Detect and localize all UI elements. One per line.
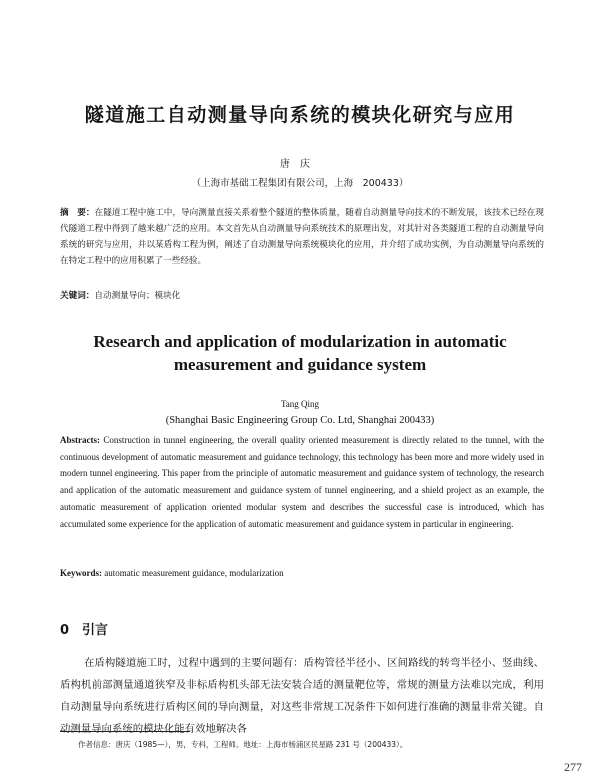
english-abstract <box>60 432 544 532</box>
english-abstract-text: Construction in tunnel engineering, the overall quality oriented measurement is directly related to the tunnel, with the continuous development of automatic measurement and guidance technology, this technology has been more and more widely used in modern tunnel engineering. This paper from the principle of automatic measurement and guidance system of technology, the research and application of the automatic measurement and guidance system of tunnel engineering, and a shield project as an example, the automatic measurement of application oriented modular system and describes the successful case is introduced, which has accumulated some experience for the application of automatic measurement and guidance system in particular in engineering. <box>60 435 544 529</box>
english-keywords-label: Keywords: <box>60 568 102 578</box>
chinese-keywords-label: 关键词： <box>60 291 95 301</box>
body-paragraph: 在盾构隧道施工时，过程中遇到的主要问题有：盾构管径半径小、区间路线的转弯半径小、竖曲线、盾构机前部测量通道狭窄及非标盾构机头部无法安装合适的测量靶位等，常规的测量方法难以完成，利用自动测量导向系统进行盾构区间的导向测量，对这些非常规工况条件下如何进行准确的测量非常关键。自动测量导向系统的模块化能有效地解决各 <box>60 657 544 735</box>
chinese-abstract <box>60 205 544 269</box>
section-heading <box>60 619 108 638</box>
english-title-line-2: measurement and guidance system <box>173 355 427 374</box>
chinese-affiliation: （上海市基础工程集团有限公司，上海 200433） <box>191 178 409 189</box>
footnote: 作者信息：唐庆（1985—），男，专科，工程师。地址：上海市杨浦区民星路 231 号（200433）。 <box>78 740 408 749</box>
english-title-line-1: Research and application of modularization in automatic <box>93 332 507 351</box>
english-affiliation: (Shanghai Basic Engineering Group Co. Ltd, Shanghai 200433) <box>165 415 435 426</box>
section-number: 0 <box>60 623 70 638</box>
chinese-abstract-label: 摘 要： <box>60 208 95 218</box>
english-keywords-text: automatic measurement guidance, modularization <box>104 568 284 578</box>
chinese-author: 唐庆 <box>280 159 320 170</box>
chinese-abstract-text: 在隧道工程中施工中，导向测量直接关系着整个隧道的整体质量，随着自动测量导向技术的不断发展，该技术已经在现代隧道工程中得到了越来越广泛的应用。本文首先从自动测量导向系统技术的原理出发，对其针对各类隧道工程的自动测量导向系统的研究与应用，并以某盾构工程为例，阐述了自动测量导向系统模块化的应用，并介绍了成功实例，为自动测量导向系统的在特定工程中的应用积累了一些经验。 <box>60 208 544 266</box>
section-title: 引言 <box>82 623 109 638</box>
footnote-divider <box>60 731 190 732</box>
page-number: 277 <box>564 760 582 774</box>
chinese-keywords <box>60 289 544 301</box>
chinese-keywords-text: 自动测量导向；模块化 <box>94 291 181 301</box>
english-abstract-label: Abstracts: <box>60 435 100 445</box>
english-title <box>0 330 600 376</box>
chinese-title: 隧道施工自动测量导向系统的模块化研究与应用 <box>84 104 516 126</box>
english-author: Tang Qing <box>280 399 320 409</box>
english-keywords <box>60 568 544 578</box>
